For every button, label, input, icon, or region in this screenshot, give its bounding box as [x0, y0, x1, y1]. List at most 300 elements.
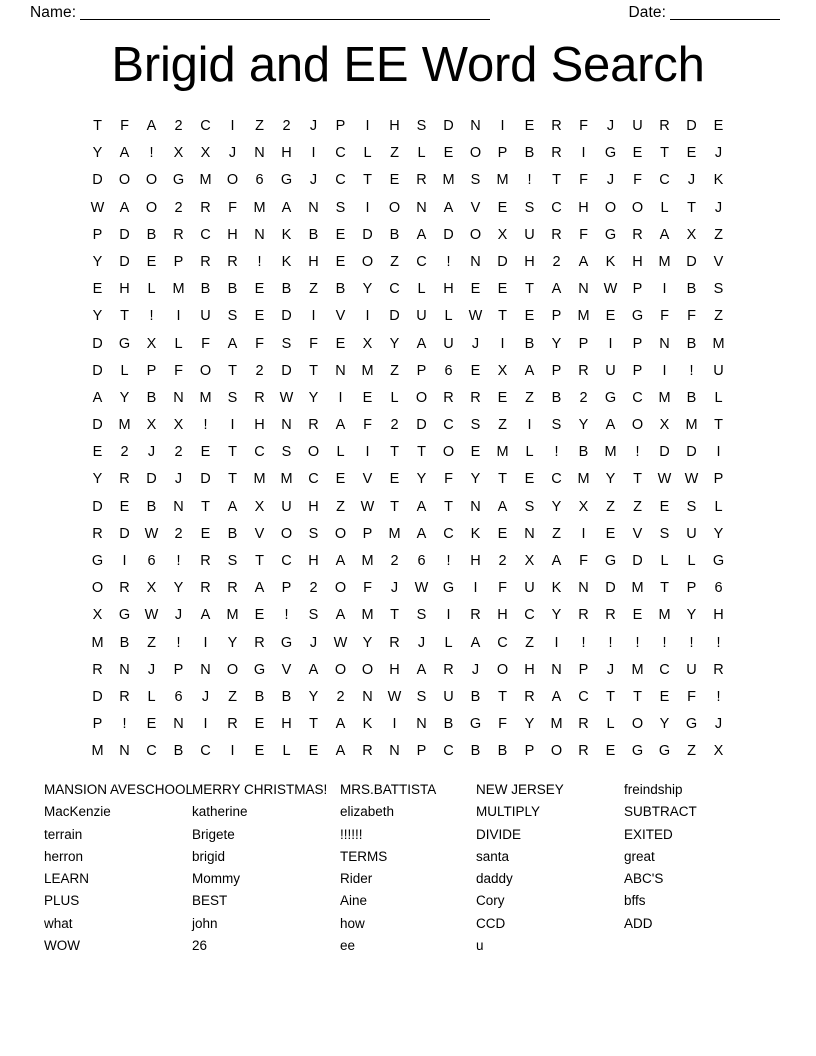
grid-cell[interactable]: R: [200, 553, 211, 569]
grid-cell[interactable]: 6: [714, 580, 723, 597]
grid-cell[interactable]: N: [578, 281, 589, 298]
grid-cell[interactable]: L: [606, 716, 615, 733]
grid-cell[interactable]: N: [551, 661, 562, 678]
grid-cell[interactable]: T: [633, 471, 642, 488]
grid-cell[interactable]: L: [660, 553, 669, 569]
grid-cell[interactable]: R: [254, 389, 265, 406]
grid-cell[interactable]: T: [390, 498, 399, 515]
grid-cell[interactable]: R: [227, 580, 238, 597]
grid-cell[interactable]: R: [578, 743, 589, 760]
grid-cell[interactable]: O: [469, 145, 482, 162]
grid-cell[interactable]: G: [631, 743, 644, 760]
word-list-item[interactable]: terrain: [44, 826, 83, 842]
grid-cell[interactable]: W: [144, 525, 159, 542]
grid-cell[interactable]: X: [713, 743, 724, 760]
grid-cell[interactable]: T: [417, 444, 426, 461]
grid-cell[interactable]: H: [281, 716, 292, 733]
grid-cell[interactable]: B: [335, 281, 346, 298]
grid-cell[interactable]: M: [496, 172, 509, 189]
grid-cell[interactable]: K: [281, 226, 292, 243]
grid-cell[interactable]: B: [443, 716, 454, 733]
grid-cell[interactable]: L: [714, 389, 723, 406]
grid-cell[interactable]: U: [524, 580, 535, 597]
grid-cell[interactable]: D: [686, 118, 697, 134]
grid-cell[interactable]: P: [551, 308, 562, 325]
grid-cell[interactable]: E: [362, 389, 373, 406]
name-blank-field[interactable]: [80, 6, 490, 20]
grid-cell[interactable]: J: [606, 661, 615, 678]
grid-cell[interactable]: E: [659, 498, 670, 515]
grid-cell[interactable]: C: [659, 661, 670, 678]
grid-cell[interactable]: U: [200, 308, 211, 325]
grid-cell[interactable]: B: [497, 743, 508, 760]
grid-cell[interactable]: T: [633, 688, 642, 705]
grid-cell[interactable]: T: [120, 308, 129, 325]
grid-cell[interactable]: X: [578, 498, 589, 515]
grid-cell[interactable]: !: [581, 634, 586, 651]
grid-cell[interactable]: L: [660, 199, 669, 216]
grid-cell[interactable]: A: [200, 607, 211, 624]
grid-cell[interactable]: S: [659, 525, 670, 542]
word-list-item[interactable]: MacKenzie: [44, 804, 111, 820]
grid-cell[interactable]: R: [416, 172, 427, 189]
grid-cell[interactable]: N: [254, 145, 265, 162]
grid-cell[interactable]: E: [659, 688, 670, 705]
grid-cell[interactable]: N: [119, 661, 130, 678]
grid-cell[interactable]: N: [173, 389, 184, 406]
grid-cell[interactable]: Y: [362, 634, 373, 651]
grid-cell[interactable]: !: [149, 145, 154, 162]
grid-cell[interactable]: A: [335, 553, 346, 569]
grid-cell[interactable]: M: [361, 607, 374, 624]
grid-cell[interactable]: B: [470, 743, 481, 760]
grid-cell[interactable]: Y: [362, 281, 373, 298]
grid-cell[interactable]: Y: [308, 389, 319, 406]
grid-cell[interactable]: M: [280, 471, 293, 488]
grid-cell[interactable]: R: [470, 389, 481, 406]
word-list-item[interactable]: great: [624, 848, 655, 864]
grid-cell[interactable]: K: [713, 172, 724, 189]
grid-cell[interactable]: F: [633, 172, 642, 189]
grid-cell[interactable]: D: [281, 362, 292, 379]
grid-cell[interactable]: P: [416, 743, 427, 760]
grid-cell[interactable]: H: [524, 253, 535, 270]
grid-cell[interactable]: R: [227, 253, 238, 270]
grid-cell[interactable]: P: [686, 580, 697, 597]
grid-cell[interactable]: G: [280, 634, 293, 651]
grid-cell[interactable]: D: [416, 417, 427, 434]
word-list-item[interactable]: TERMS: [340, 848, 388, 864]
grid-cell[interactable]: E: [146, 716, 157, 733]
grid-cell[interactable]: T: [498, 308, 507, 325]
grid-cell[interactable]: !: [635, 444, 640, 461]
word-list-item[interactable]: MULTIPLY: [476, 804, 541, 820]
grid-cell[interactable]: J: [309, 118, 318, 134]
grid-cell[interactable]: T: [606, 688, 615, 705]
grid-cell[interactable]: T: [201, 498, 210, 515]
grid-cell[interactable]: M: [199, 172, 212, 189]
grid-cell[interactable]: N: [524, 525, 535, 542]
grid-cell[interactable]: W: [603, 281, 618, 298]
grid-cell[interactable]: Y: [92, 253, 103, 270]
grid-cell[interactable]: B: [281, 688, 292, 705]
grid-cell[interactable]: E: [335, 335, 346, 352]
grid-cell[interactable]: H: [308, 498, 319, 515]
grid-cell[interactable]: B: [470, 688, 481, 705]
grid-cell[interactable]: S: [470, 417, 481, 434]
grid-cell[interactable]: N: [470, 498, 481, 515]
grid-cell[interactable]: N: [470, 118, 481, 134]
grid-cell[interactable]: !: [446, 253, 451, 270]
grid-cell[interactable]: L: [363, 145, 372, 162]
grid-cell[interactable]: E: [497, 389, 508, 406]
grid-cell[interactable]: L: [444, 308, 453, 325]
grid-cell[interactable]: Y: [416, 471, 427, 488]
grid-cell[interactable]: I: [392, 716, 397, 733]
grid-cell[interactable]: F: [579, 172, 588, 189]
grid-cell[interactable]: M: [658, 607, 671, 624]
grid-cell[interactable]: Z: [687, 743, 696, 760]
grid-cell[interactable]: T: [363, 172, 372, 189]
grid-cell[interactable]: L: [282, 743, 291, 760]
grid-cell[interactable]: Y: [92, 471, 103, 488]
grid-cell[interactable]: J: [201, 688, 210, 705]
grid-cell[interactable]: H: [119, 281, 130, 298]
grid-cell[interactable]: R: [254, 634, 265, 651]
grid-cell[interactable]: Z: [552, 525, 561, 542]
grid-cell[interactable]: S: [227, 308, 238, 325]
grid-cell[interactable]: N: [362, 688, 373, 705]
grid-cell[interactable]: A: [335, 417, 346, 434]
grid-cell[interactable]: E: [524, 308, 535, 325]
grid-cell[interactable]: I: [500, 118, 505, 134]
grid-cell[interactable]: M: [91, 634, 104, 651]
grid-cell[interactable]: N: [659, 335, 670, 352]
word-list-item[interactable]: WOW: [44, 938, 80, 954]
grid-cell[interactable]: N: [254, 226, 265, 243]
grid-cell[interactable]: P: [551, 362, 562, 379]
grid-cell[interactable]: A: [659, 226, 670, 243]
grid-cell[interactable]: T: [93, 118, 102, 134]
grid-cell[interactable]: !: [176, 553, 181, 569]
grid-cell[interactable]: D: [119, 253, 130, 270]
grid-cell[interactable]: A: [416, 498, 427, 515]
grid-cell[interactable]: G: [91, 553, 104, 569]
grid-cell[interactable]: 2: [282, 118, 291, 134]
grid-cell[interactable]: J: [606, 172, 615, 189]
grid-cell[interactable]: R: [713, 661, 724, 678]
grid-cell[interactable]: B: [254, 688, 265, 705]
grid-cell[interactable]: 6: [417, 553, 426, 569]
grid-cell[interactable]: R: [308, 417, 319, 434]
grid-cell[interactable]: B: [146, 389, 157, 406]
grid-cell[interactable]: X: [362, 335, 373, 352]
grid-cell[interactable]: G: [118, 335, 131, 352]
grid-cell[interactable]: I: [176, 308, 181, 325]
grid-cell[interactable]: I: [527, 417, 532, 434]
grid-cell[interactable]: T: [309, 362, 318, 379]
word-list-item[interactable]: ADD: [624, 915, 653, 931]
grid-cell[interactable]: A: [227, 498, 238, 515]
grid-cell[interactable]: A: [308, 661, 319, 678]
grid-cell[interactable]: R: [443, 661, 454, 678]
grid-cell[interactable]: C: [335, 145, 346, 162]
grid-cell[interactable]: D: [281, 308, 292, 325]
grid-cell[interactable]: Y: [470, 471, 481, 488]
grid-cell[interactable]: E: [632, 607, 643, 624]
grid-cell[interactable]: G: [253, 661, 266, 678]
grid-cell[interactable]: V: [335, 308, 346, 325]
grid-cell[interactable]: H: [524, 661, 535, 678]
grid-cell[interactable]: Y: [713, 525, 724, 542]
grid-cell[interactable]: E: [254, 607, 265, 624]
grid-cell[interactable]: I: [311, 308, 316, 325]
grid-cell[interactable]: E: [443, 145, 454, 162]
grid-cell[interactable]: I: [662, 362, 667, 379]
grid-cell[interactable]: !: [689, 634, 694, 651]
word-list-item[interactable]: Brigete: [192, 826, 235, 842]
grid-cell[interactable]: S: [335, 199, 346, 216]
grid-cell[interactable]: G: [604, 553, 617, 569]
grid-cell[interactable]: X: [92, 607, 103, 624]
grid-cell[interactable]: D: [92, 688, 103, 705]
grid-cell[interactable]: A: [335, 743, 346, 760]
grid-cell[interactable]: F: [120, 118, 129, 134]
grid-cell[interactable]: T: [498, 471, 507, 488]
grid-cell[interactable]: B: [389, 226, 400, 243]
grid-cell[interactable]: H: [497, 607, 508, 624]
grid-cell[interactable]: T: [660, 580, 669, 597]
grid-cell[interactable]: P: [632, 335, 643, 352]
grid-cell[interactable]: R: [551, 118, 562, 134]
grid-cell[interactable]: R: [578, 362, 589, 379]
grid-cell[interactable]: B: [281, 281, 292, 298]
grid-cell[interactable]: C: [200, 118, 211, 134]
grid-cell[interactable]: !: [716, 688, 721, 705]
grid-cell[interactable]: !: [257, 253, 262, 270]
grid-cell[interactable]: I: [365, 199, 370, 216]
grid-cell[interactable]: 2: [309, 580, 318, 597]
grid-cell[interactable]: D: [92, 498, 103, 515]
grid-cell[interactable]: Y: [173, 580, 184, 597]
grid-cell[interactable]: K: [551, 580, 562, 597]
grid-cell[interactable]: C: [254, 444, 265, 461]
grid-cell[interactable]: E: [470, 362, 481, 379]
grid-cell[interactable]: !: [203, 417, 208, 434]
grid-cell[interactable]: O: [631, 417, 644, 434]
grid-cell[interactable]: 2: [390, 417, 399, 434]
grid-cell[interactable]: M: [361, 362, 374, 379]
grid-cell[interactable]: O: [226, 172, 239, 189]
word-list-item[interactable]: MANSION AVESCHOOL: [44, 782, 194, 797]
grid-cell[interactable]: B: [686, 281, 697, 298]
grid-cell[interactable]: B: [524, 335, 535, 352]
grid-cell[interactable]: R: [605, 607, 616, 624]
grid-cell[interactable]: T: [228, 471, 237, 488]
grid-cell[interactable]: C: [551, 199, 562, 216]
grid-cell[interactable]: G: [442, 580, 455, 597]
grid-cell[interactable]: A: [551, 553, 562, 569]
grid-cell[interactable]: T: [444, 498, 453, 515]
word-list-item[interactable]: DIVIDE: [476, 826, 522, 842]
grid-cell[interactable]: N: [578, 580, 589, 597]
grid-cell[interactable]: I: [581, 145, 586, 162]
grid-cell[interactable]: Z: [336, 498, 345, 515]
grid-cell[interactable]: F: [498, 716, 507, 733]
grid-cell[interactable]: V: [470, 199, 481, 216]
grid-cell[interactable]: I: [716, 444, 721, 461]
grid-cell[interactable]: C: [281, 553, 292, 569]
grid-cell[interactable]: Y: [551, 607, 562, 624]
grid-cell[interactable]: D: [92, 417, 103, 434]
grid-cell[interactable]: D: [389, 308, 400, 325]
grid-cell[interactable]: K: [470, 525, 481, 542]
word-list-item[interactable]: 26: [192, 938, 208, 954]
word-list-item[interactable]: Aine: [340, 893, 368, 909]
word-list-item[interactable]: PLUS: [44, 893, 80, 909]
grid-cell[interactable]: Z: [606, 498, 615, 515]
grid-cell[interactable]: F: [255, 335, 264, 352]
grid-cell[interactable]: J: [471, 661, 480, 678]
grid-cell[interactable]: G: [469, 716, 482, 733]
grid-cell[interactable]: D: [92, 362, 103, 379]
grid-cell[interactable]: E: [497, 525, 508, 542]
grid-cell[interactable]: T: [228, 444, 237, 461]
grid-cell[interactable]: P: [173, 253, 184, 270]
grid-cell[interactable]: S: [308, 607, 319, 624]
grid-cell[interactable]: 2: [255, 362, 264, 379]
grid-cell[interactable]: U: [713, 362, 724, 379]
grid-cell[interactable]: N: [470, 253, 481, 270]
grid-cell[interactable]: M: [712, 335, 725, 352]
grid-cell[interactable]: J: [147, 661, 156, 678]
grid-cell[interactable]: T: [714, 417, 723, 434]
grid-cell[interactable]: F: [363, 417, 372, 434]
grid-cell[interactable]: W: [90, 199, 105, 216]
grid-cell[interactable]: P: [281, 580, 292, 597]
grid-cell[interactable]: C: [200, 226, 211, 243]
grid-cell[interactable]: A: [281, 199, 292, 216]
grid-cell[interactable]: !: [527, 172, 532, 189]
grid-cell[interactable]: M: [604, 444, 617, 461]
grid-cell[interactable]: X: [146, 417, 157, 434]
grid-cell[interactable]: L: [174, 335, 183, 352]
grid-cell[interactable]: M: [361, 553, 374, 569]
grid-cell[interactable]: A: [551, 688, 562, 705]
grid-cell[interactable]: R: [200, 580, 211, 597]
grid-cell[interactable]: E: [92, 444, 103, 461]
grid-cell[interactable]: R: [362, 743, 373, 760]
grid-cell[interactable]: Z: [147, 634, 156, 651]
grid-cell[interactable]: M: [388, 525, 401, 542]
grid-cell[interactable]: H: [470, 553, 481, 569]
grid-cell[interactable]: S: [227, 389, 238, 406]
grid-cell[interactable]: E: [335, 226, 346, 243]
grid-cell[interactable]: Z: [390, 362, 399, 379]
grid-cell[interactable]: 6: [255, 172, 264, 189]
grid-cell[interactable]: W: [468, 308, 483, 325]
grid-cell[interactable]: X: [497, 226, 508, 243]
grid-cell[interactable]: W: [414, 580, 429, 597]
grid-cell[interactable]: F: [579, 553, 588, 569]
grid-cell[interactable]: O: [145, 172, 158, 189]
grid-cell[interactable]: H: [308, 253, 319, 270]
word-list-item[interactable]: daddy: [476, 871, 513, 887]
grid-cell[interactable]: L: [147, 281, 156, 298]
word-list-item[interactable]: bffs: [624, 893, 646, 909]
grid-cell[interactable]: A: [605, 417, 616, 434]
grid-cell[interactable]: V: [281, 661, 292, 678]
grid-cell[interactable]: M: [172, 281, 185, 298]
grid-cell[interactable]: E: [497, 199, 508, 216]
grid-cell[interactable]: Z: [228, 688, 237, 705]
grid-cell[interactable]: M: [550, 716, 563, 733]
grid-cell[interactable]: Y: [605, 471, 616, 488]
grid-cell[interactable]: !: [635, 634, 640, 651]
grid-cell[interactable]: B: [686, 335, 697, 352]
grid-cell[interactable]: R: [470, 607, 481, 624]
grid-cell[interactable]: D: [605, 580, 616, 597]
grid-cell[interactable]: E: [200, 444, 211, 461]
grid-cell[interactable]: M: [631, 661, 644, 678]
grid-cell[interactable]: T: [660, 145, 669, 162]
grid-cell[interactable]: 2: [336, 688, 345, 705]
grid-cell[interactable]: G: [658, 743, 671, 760]
grid-cell[interactable]: E: [308, 743, 319, 760]
grid-cell[interactable]: X: [173, 145, 184, 162]
grid-cell[interactable]: B: [119, 634, 130, 651]
grid-cell[interactable]: A: [578, 253, 589, 270]
grid-cell[interactable]: E: [335, 253, 346, 270]
grid-cell[interactable]: Y: [686, 607, 697, 624]
grid-cell[interactable]: A: [227, 335, 238, 352]
grid-cell[interactable]: C: [578, 688, 589, 705]
grid-cell[interactable]: G: [631, 308, 644, 325]
word-list-item[interactable]: SUBTRACT: [624, 804, 697, 820]
grid-cell[interactable]: Z: [309, 281, 318, 298]
grid-cell[interactable]: R: [578, 716, 589, 733]
grid-cell[interactable]: D: [119, 525, 130, 542]
grid-cell[interactable]: I: [203, 634, 208, 651]
grid-cell[interactable]: G: [604, 389, 617, 406]
grid-cell[interactable]: N: [119, 743, 130, 760]
grid-cell[interactable]: F: [687, 308, 696, 325]
grid-cell[interactable]: C: [146, 743, 157, 760]
word-list-item[interactable]: Cory: [476, 893, 505, 909]
grid-cell[interactable]: !: [608, 634, 613, 651]
grid-cell[interactable]: L: [687, 553, 696, 569]
grid-cell[interactable]: C: [551, 471, 562, 488]
grid-cell[interactable]: G: [685, 716, 698, 733]
grid-cell[interactable]: S: [308, 525, 319, 542]
grid-cell[interactable]: !: [149, 308, 154, 325]
grid-cell[interactable]: S: [416, 607, 427, 624]
grid-cell[interactable]: O: [496, 661, 509, 678]
grid-cell[interactable]: J: [714, 199, 723, 216]
grid-cell[interactable]: H: [389, 118, 400, 134]
grid-cell[interactable]: H: [578, 199, 589, 216]
word-list-item[interactable]: Mommy: [192, 871, 240, 887]
grid-cell[interactable]: X: [146, 580, 157, 597]
grid-cell[interactable]: E: [92, 281, 103, 298]
word-list-item[interactable]: MRS.BATTISTA: [340, 782, 437, 797]
grid-cell[interactable]: A: [470, 634, 481, 651]
grid-cell[interactable]: P: [362, 525, 373, 542]
grid-cell[interactable]: R: [173, 226, 184, 243]
word-list-item[interactable]: herron: [44, 848, 84, 864]
grid-cell[interactable]: M: [226, 607, 239, 624]
grid-cell[interactable]: L: [417, 145, 426, 162]
